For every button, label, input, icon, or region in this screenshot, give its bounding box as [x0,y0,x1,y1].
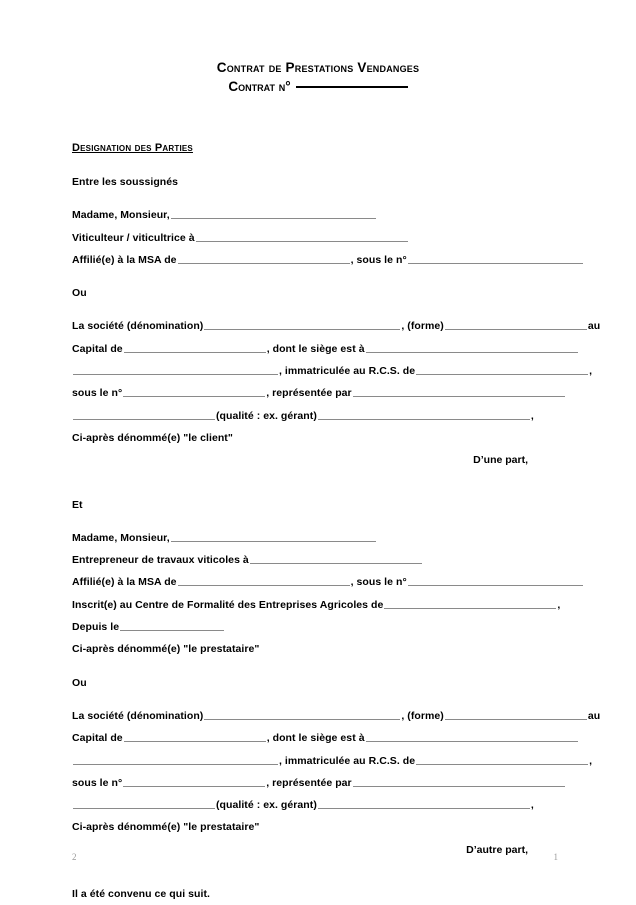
party2-company-capital-label: Capital de [72,732,123,745]
party2-company-siege-blank-2[interactable] [73,753,278,765]
party2-company-rcs-comma: , [589,754,593,767]
party2-depuis-label: Depuis le [72,621,120,634]
party2-company-qualite-blank-1[interactable] [73,797,215,809]
footer-right-number: 1 [553,852,558,862]
party2-entrepreneur-label: Entrepreneur de travaux viticoles à [72,554,249,567]
intro-line: Entre les soussignés [72,176,179,188]
party1-company-qualite-blank-1[interactable] [73,408,215,420]
party2-company-qualite-comma: , [530,799,534,812]
party1-msa-line [72,249,558,271]
party2-depuis-blank[interactable] [120,619,224,631]
party1-company-line-1 [72,315,601,337]
spacer [72,694,558,705]
party2-denomination-line: Ci-après dénommé(e) "le prestataire" [72,821,260,834]
party1-msa-num-blank[interactable] [408,252,583,264]
party1-company-au-label: au [587,320,601,333]
party1-company-num-blank[interactable] [123,385,265,397]
party2-company-forme-label: , (forme) [401,709,444,722]
footer-left-number: 2 [72,852,77,862]
party2-company-qualite-label: (qualité : ex. gérant) [216,799,317,812]
party1-company-qualite-blank-2[interactable] [318,408,530,420]
connector-et-label: Et [72,498,83,511]
party1-company-siege-blank-2[interactable] [73,363,278,375]
party1-company-rcs-label: , immatriculée au R.C.S. de [279,365,416,378]
party2-part-label: D’autre part, [466,843,528,856]
party2-madame-label: Madame, Monsieur, [72,531,170,544]
party2-msa-blank[interactable] [178,574,350,586]
party1-company-rcs-comma: , [589,365,593,378]
document-title-block [0,58,636,96]
party2-company-denomination-label: La société (dénomination) [72,709,204,722]
contract-number-line [0,77,636,96]
spacer [72,193,558,204]
party2-company-siege-blank[interactable] [366,730,578,742]
party2-company-num-blank[interactable] [123,775,265,787]
party1-company-siege-label: , dont le siège est à [266,342,365,355]
party1-company-rcs-blank[interactable] [416,363,588,375]
party2-company-siege-label: , dont le siège est à [266,732,365,745]
party1-company-line-2 [72,338,558,360]
party1-company-siege-blank[interactable] [366,341,578,353]
party1-msa-num-label: , sous le n° [350,253,407,266]
party1-viticulteur-line [72,227,558,249]
party2-madame-blank[interactable] [171,530,376,542]
party1-madame-blank[interactable] [171,207,376,219]
party2-entrepreneur-blank[interactable] [250,552,422,564]
spacer [72,861,558,883]
party1-company-capital-label: Capital de [72,342,123,355]
party2-cfe-label: Inscrit(e) au Centre de Formalité des Entreprises Agricoles de [72,598,384,611]
party2-msa-num-label: , sous le n° [350,576,407,589]
party2-company-forme-blank[interactable] [445,708,587,720]
party1-company-denomination-blank[interactable] [204,318,400,330]
party1-or-label: Ou [72,287,87,300]
spacer [72,516,558,527]
party1-madame-line [72,204,558,226]
section-heading-designation: Designation des Parties [72,142,193,154]
party2-company-line-3 [72,750,593,772]
party1-madame-label: Madame, Monsieur, [72,209,170,222]
party2-company-capital-blank[interactable] [124,730,266,742]
contract-number-label: Contrat n° [228,79,291,94]
party2-cfe-comma: , [557,598,561,611]
party2-cfe-blank[interactable] [384,597,556,609]
party2-or-label: Ou [72,676,87,689]
party1-company-num-label: sous le n° [72,387,123,400]
party1-viticulteur-blank[interactable] [196,230,408,242]
party2-cfe-line [72,594,561,616]
contract-number-blank[interactable] [296,85,408,88]
party1-company-representee-blank[interactable] [353,385,565,397]
party1-company-capital-blank[interactable] [124,341,266,353]
party2-msa-label: Affilié(e) à la MSA de [72,576,177,589]
page-footer [72,852,558,862]
party1-company-line-5 [72,405,558,427]
party2-company-line-1 [72,705,601,727]
party1-company-qualite-label: (qualité : ex. gérant) [216,409,317,422]
document-title: Contrat de Prestations Vendanges [216,60,420,75]
party2-depuis-line [72,616,558,638]
party2-company-denomination-blank[interactable] [204,708,400,720]
party1-company-forme-blank[interactable] [445,318,587,330]
party1-company-line-3 [72,360,593,382]
party1-msa-label: Affilié(e) à la MSA de [72,253,177,266]
party1-viticulteur-label: Viticulteur / viticultrice à [72,231,195,244]
party2-company-num-label: sous le n° [72,776,123,789]
party2-msa-line [72,571,558,593]
party1-company-representee-label: , représentée par [266,387,352,400]
spacer [72,271,558,282]
party2-madame-line [72,527,558,549]
party1-part-label: D’une part, [473,454,528,467]
party2-denomination-person-line: Ci-après dénommé(e) "le prestataire" [72,643,260,656]
spacer [72,472,558,494]
party2-company-line-5 [72,794,558,816]
closing-line: Il a été convenu ce qui suit. [72,888,210,901]
party2-company-au-label: au [587,709,601,722]
party2-company-rcs-label: , immatriculée au R.C.S. de [279,754,416,767]
party1-company-denomination-label: La société (dénomination) [72,320,204,333]
party1-company-line-4 [72,382,558,404]
party1-company-qualite-comma: , [530,409,534,422]
party2-msa-num-blank[interactable] [408,574,583,586]
party2-entrepreneur-line [72,549,558,571]
document-body [72,138,601,905]
party2-company-line-4 [72,772,558,794]
party2-company-line-2 [72,727,558,749]
party1-msa-blank[interactable] [178,252,350,264]
party2-company-qualite-blank-2[interactable] [318,797,530,809]
party1-company-forme-label: , (forme) [401,320,444,333]
spacer [72,304,558,315]
spacer [72,661,558,672]
party1-denomination-line: Ci-après dénommé(e) "le client" [72,431,233,444]
party2-company-rcs-blank[interactable] [416,753,588,765]
party2-company-representee-label: , représentée par [266,776,352,789]
party2-company-representee-blank[interactable] [353,775,565,787]
